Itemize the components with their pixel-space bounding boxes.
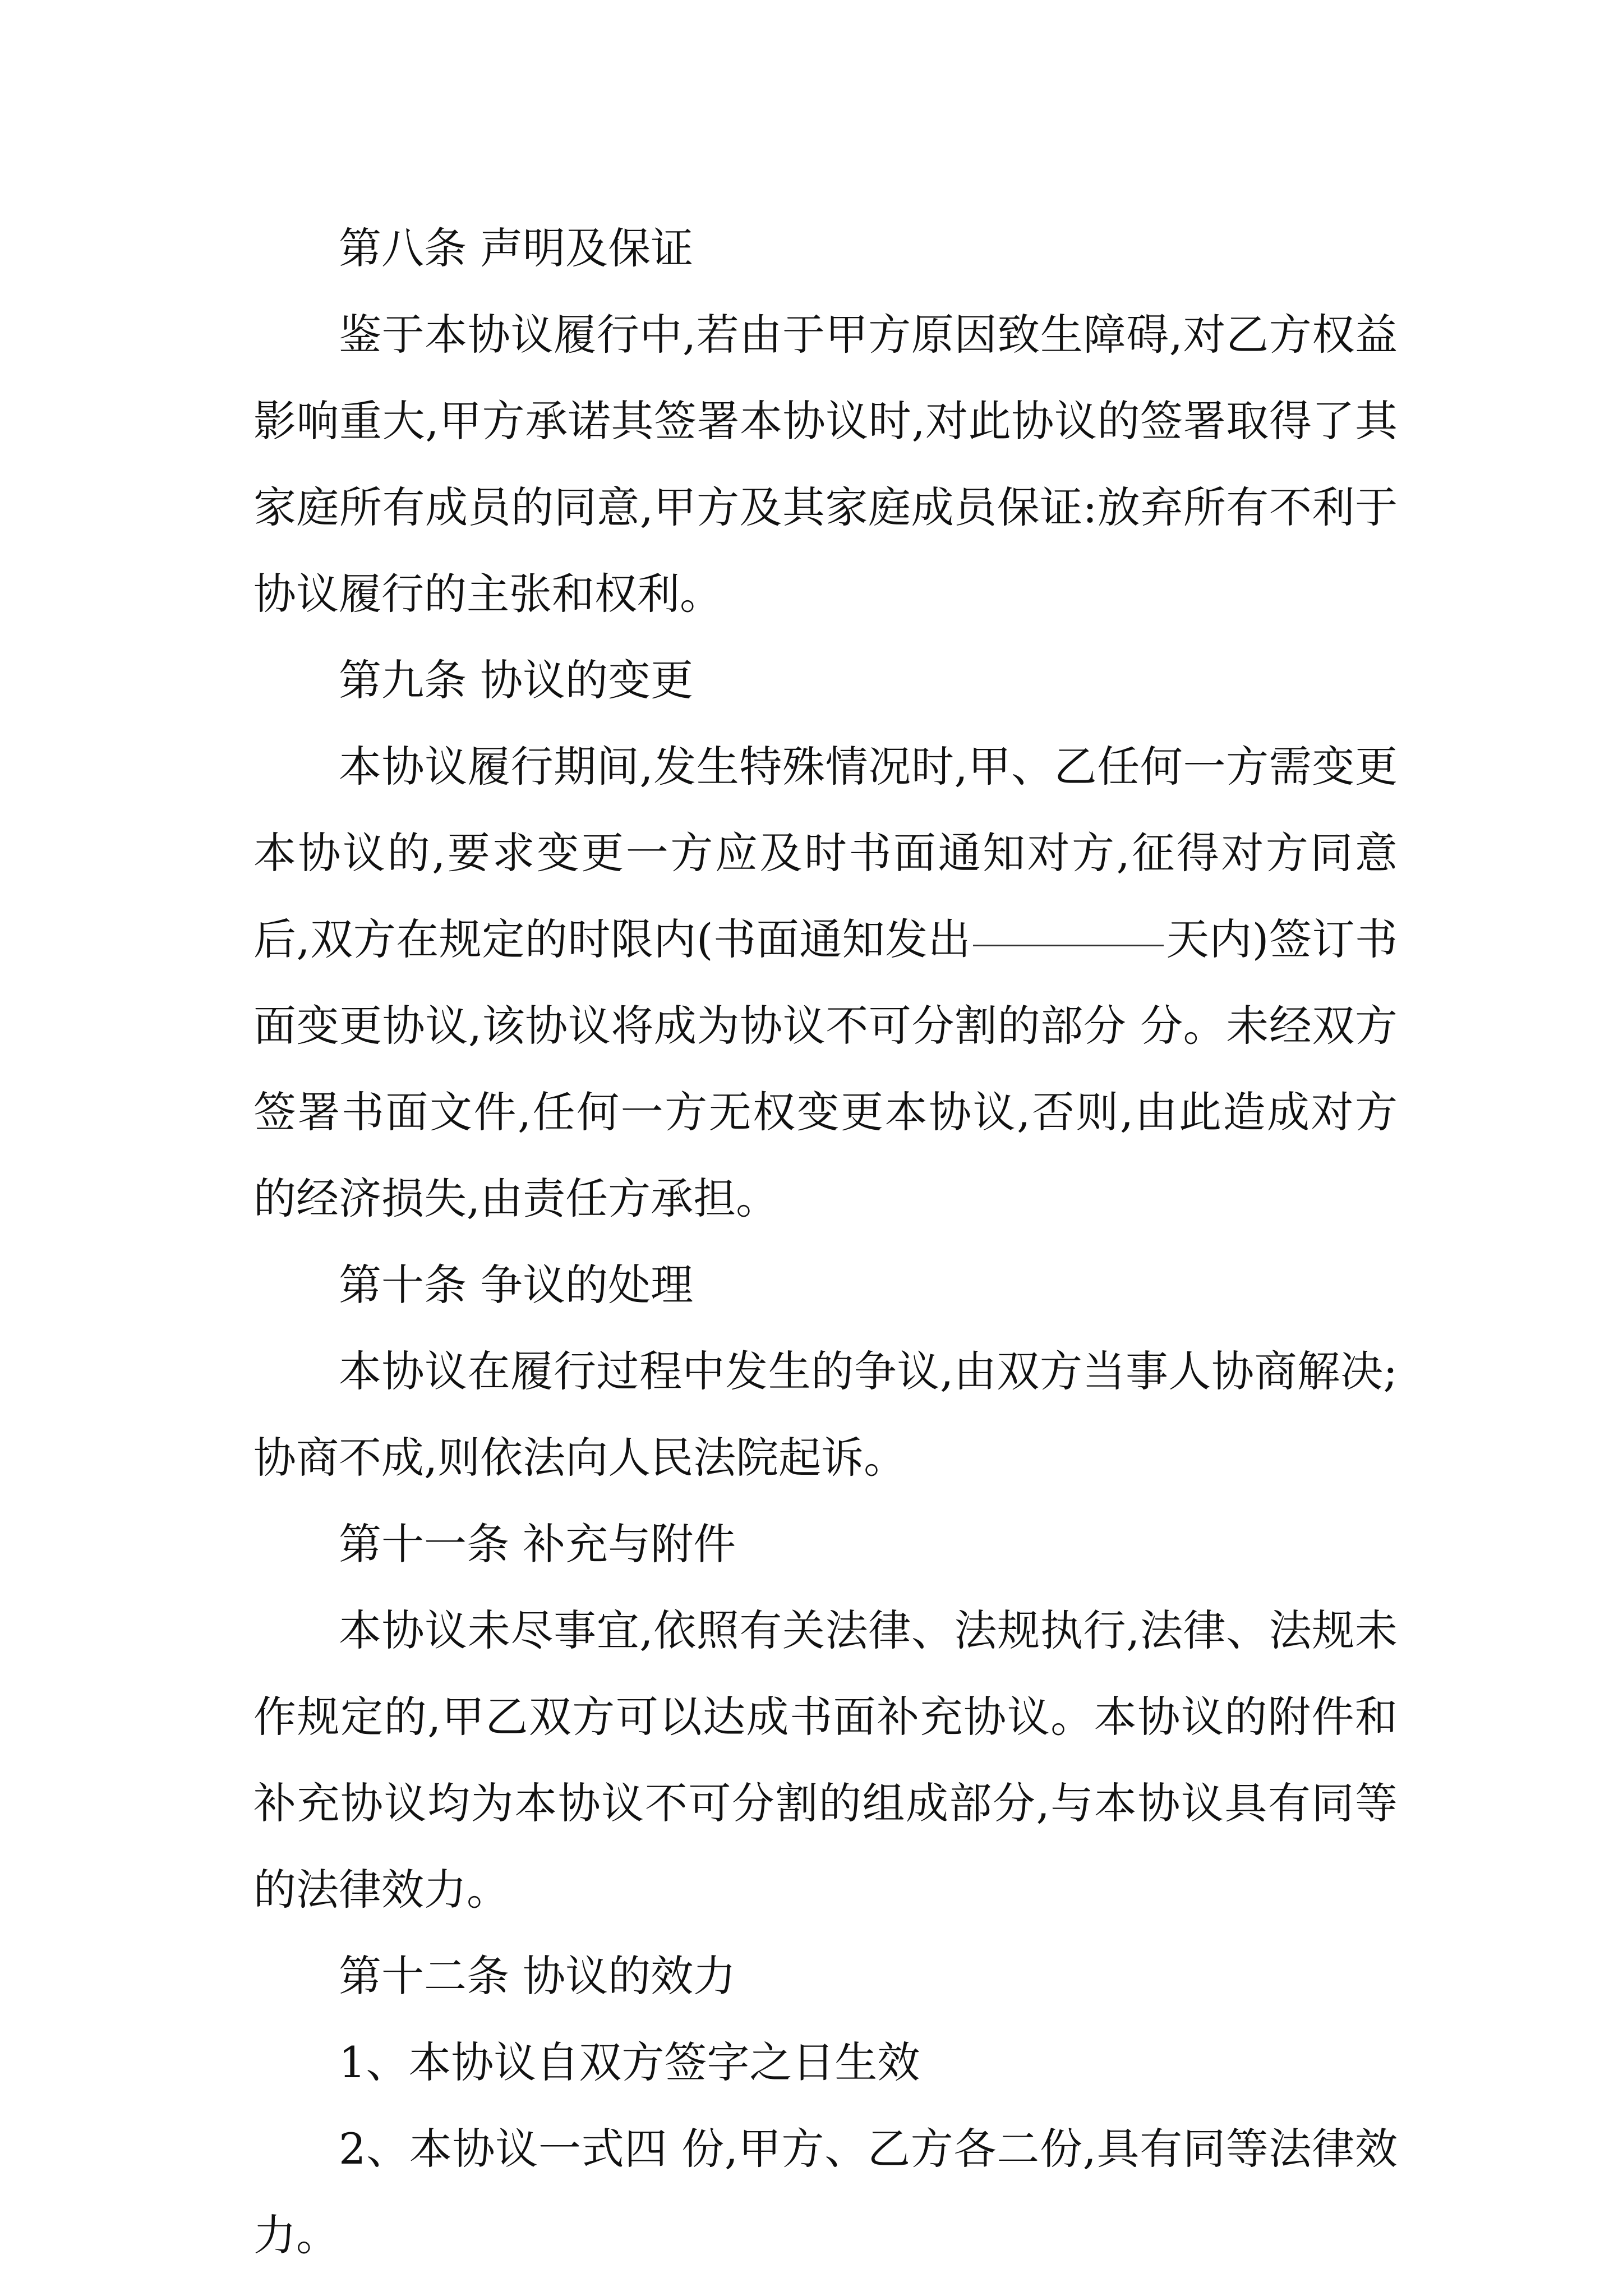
article-8-heading: 第八条 声明及保证 [339,223,694,273]
article-9-paragraph [253,724,1398,1242]
article-11-heading: 第十一条 补充与附件 [339,1519,736,1569]
article-12-item-2: 2、本协议一式四 份,甲方、乙方各二份,具有同等法律效力。 [253,2124,1398,2260]
article-10-paragraph: 本协议在履行过程中发生的争议,由双方当事人协商解决;协商不成,则依法向人民法院起诉。 [253,1346,1398,1483]
document-body [253,205,1398,2279]
article-12-item-1: 1、本协议自双方签字之日生效 [339,2037,920,2087]
article-9-heading: 第九条 协议的变更 [339,655,694,705]
days-blank-field [973,902,1164,946]
article-12-heading: 第十二条 协议的效力 [339,1951,736,2001]
article-9-text-before-blank: 本协议履行期间,发生特殊情况时,甲、乙任何一方需变更本协议的,要求变更一方应及时书面通知对方,征得对方同意后,双方在规定的时限内(书面通知发出 [253,742,1398,964]
article-9-text-after-blank: 天内)签订书面变更协议,该协议将成为协议不可分割的部分 分。未经双方签署书面文件,任何一方无权变更本协议,否则,由此造成对方的经济损失,由责任方承担。 [253,914,1398,1223]
article-11-paragraph: 本协议未尽事宜,依照有关法律、法规执行,法律、法规未作规定的,甲乙双方可以达成书面补充协议。本协议的附件和补充协议均为本协议不可分割的组成部分,与本协议具有同等的法律效力。 [253,1605,1398,1915]
article-8-paragraph: 鉴于本协议履行中,若由于甲方原因致生障碍,对乙方权益影响重大,甲方承诺其签署本协议时,对此协议的签署取得了其家庭所有成员的同意,甲方及其家庭成员保证:放弃所有不利于协议履行的主张和权利。 [253,310,1398,619]
article-10-heading: 第十条 争议的处理 [339,1260,694,1310]
